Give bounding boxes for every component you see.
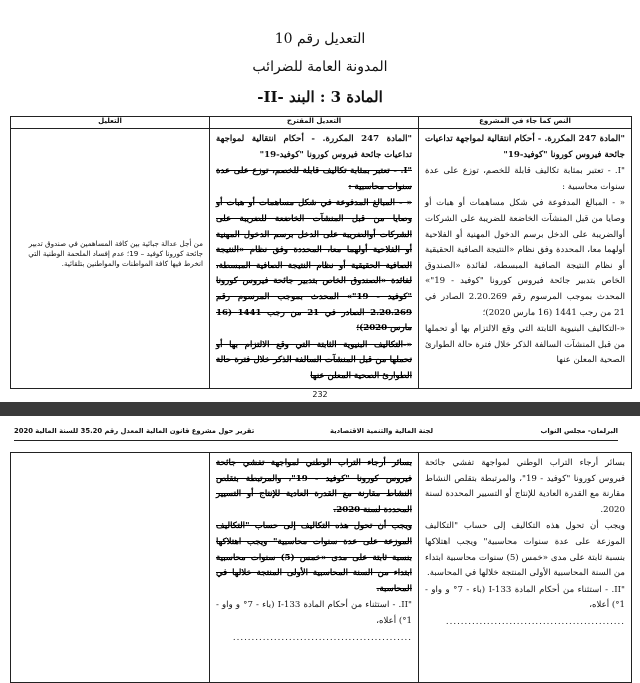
proposed-heading: "المادة 247 المكررة. - أحكام انتقالية لمواجهة تداعيات جائحة فيروس كورونا "كوفيد-19" bbox=[216, 134, 412, 160]
column-header-justification: التعليل bbox=[11, 117, 210, 129]
proposed-cell-continued bbox=[210, 453, 419, 683]
header-parliament: البرلمان- مجلس النواب bbox=[540, 427, 618, 435]
proposed-paragraph-6: "II. - استثناء من أحكام المادة 133-I (باء - 7° و واو - 1°) أعلاه، bbox=[216, 600, 412, 626]
amendment-table bbox=[10, 116, 632, 389]
proposed-struck-paragraph-2: « - المبالغ المدفوعة في شكل مساهمات أو هبات أو وصايا من قبل المنشآت الخاضعة للضريبة على الشركات أوالضريبة على الدخل برسم الدخول المهنية أو الفلاحية أولهما معا، المحددة وفق نظام «النتيجة الصافية الحقيقية أو نظام النتيجة الصافية المبسطة، لفائدة «الصندوق الخاص بتدبير جائحة فيروس كورونا "كوفيد - 19"» المحدث بموجب المرسوم رقم 2.20.269 الصادر في 21 من رجب 1441 (16 مارس 2020)؛ bbox=[216, 198, 412, 334]
document-page-2 bbox=[0, 416, 640, 672]
original-cell bbox=[419, 129, 632, 389]
page-number: 232 bbox=[312, 390, 328, 399]
amendment-table-continued bbox=[10, 452, 632, 683]
original-ellipsis: ................................................ bbox=[445, 616, 625, 627]
page-separator bbox=[0, 402, 640, 416]
amendment-number: التعديل رقم 10 bbox=[274, 31, 366, 47]
justification-text: من أجل عدالة جبائية بين كافة المساهمين في صندوق تدبير جائحة كورونا كوفيد – 19؛ عدم إفساد الملحمة الوطنية التي انخرط فيها كافة المواطنات والمواطنين بتلقائية. bbox=[28, 239, 203, 268]
running-header bbox=[14, 424, 618, 441]
justification-cell-continued bbox=[11, 453, 210, 683]
original-paragraph-2: « - المبالغ المدفوعة في شكل مساهمات أو هبات أو وصايا من قبل المنشآت الخاضعة للضريبة على الشركات أوالضريبة على الدخل برسم الدخول المهنية أو الفلاحية أولهما معا، المحددة وفق نظام «النتيجة الصافية الحقيقية أو نظام النتيجة الصافية المبسطة، لفائدة «الصندوق الخاص بتدبير جائحة فيروس كورونا "كوفيد - 19"» المحدث بموجب المرسوم رقم 2.20.269 الصادر في 21 من رجب 1441 (16 مارس 2020)؛ bbox=[425, 198, 625, 318]
code-title: المدونة العامة للضرائب bbox=[252, 59, 388, 75]
original-paragraph-1: "I. - تعتبر بمثابة تكاليف قابلة للخصم، توزع على عدة سنوات محاسبية : bbox=[425, 166, 625, 192]
header-committee: لجنة المالية والتنمية الاقتصادية bbox=[329, 427, 433, 435]
column-header-proposed: التعديل المقترح bbox=[210, 117, 419, 129]
original-paragraph-3: «-التكاليف البنيوية الثابتة التي وقع الالتزام بها أو تحملها من قبل المنشآت السالفة الذكر خلال فترة حالة الطوارئ الصحية المعلن عنها bbox=[425, 324, 625, 366]
original-paragraph-6: "II. - استثناء من أحكام المادة 133-I (باء - 7° و واو - 1°) أعلاه، bbox=[425, 584, 625, 611]
header-report-title: تقرير حول مشروع قانون المالية المعدل رقم 35.20 للسنة المالية 2020 bbox=[14, 427, 255, 435]
proposed-ellipsis: ................................................ bbox=[232, 632, 412, 643]
proposed-struck-paragraph-1: "I. - تعتبر بمثابة تكاليف قابلة للخصم، توزع على عدة سنوات محاسبية : bbox=[216, 166, 412, 192]
proposed-struck-paragraph-4: بسائر أرجاء التراب الوطني لمواجهة تفشي جائحة فيروس كورونا "كوفيد - 19"، والمرتبطة بتقلص النشاط مقارنة مع القدرة العادية للإنتاج أو التسيير المحددة لسنة 2020. bbox=[216, 458, 412, 515]
column-header-original: النص كما جاء في المشروع bbox=[419, 117, 632, 129]
original-cell-continued bbox=[419, 453, 632, 683]
original-heading: "المادة 247 المكررة. - أحكام انتقالية لمواجهة تداعيات جائحة فيروس كورونا "كوفيد-19" bbox=[425, 134, 625, 160]
original-paragraph-4: بسائر أرجاء التراب الوطني لمواجهة تفشي جائحة فيروس كورونا "كوفيد - 19"، والمرتبطة بتقلص النشاط مقارنة مع القدرة العادية للإنتاج أو التسيير المحددة لسنة 2020. bbox=[425, 458, 626, 515]
article-title: المادة 3 : البند -II- bbox=[257, 88, 383, 106]
proposed-cell bbox=[210, 129, 419, 389]
justification-cell bbox=[11, 129, 210, 389]
proposed-struck-paragraph-5: ويجب أن تحول هذه التكاليف إلى حساب "التكاليف الموزعة على عدة سنوات محاسبية" ويجب اهتلاكها بنسبة ثابتة على مدى «خمس (5) سنوات محاسبية ابتداء من السنة المحاسبية الأولى المنتجة خلالها في المحاسبة. bbox=[216, 521, 412, 594]
proposed-struck-paragraph-3: «-التكاليف البنيوية الثابتة التي وقع الالتزام بها أو تحملها من قبل المنشآت السالفة الذكر خلال فترة حالة الطوارئ الصحية المعلن عنها bbox=[216, 339, 412, 381]
original-paragraph-5: ويجب أن تحول هذه التكاليف إلى حساب "التكاليف الموزعة على عدة سنوات محاسبية" ويجب اهتلاكها بنسبة ثابتة على مدى «خمس (5) سنوات محاسبية ابتداء من السنة المحاسبية الأولى المنتجة خلالها في المحاسبة. bbox=[425, 521, 625, 579]
